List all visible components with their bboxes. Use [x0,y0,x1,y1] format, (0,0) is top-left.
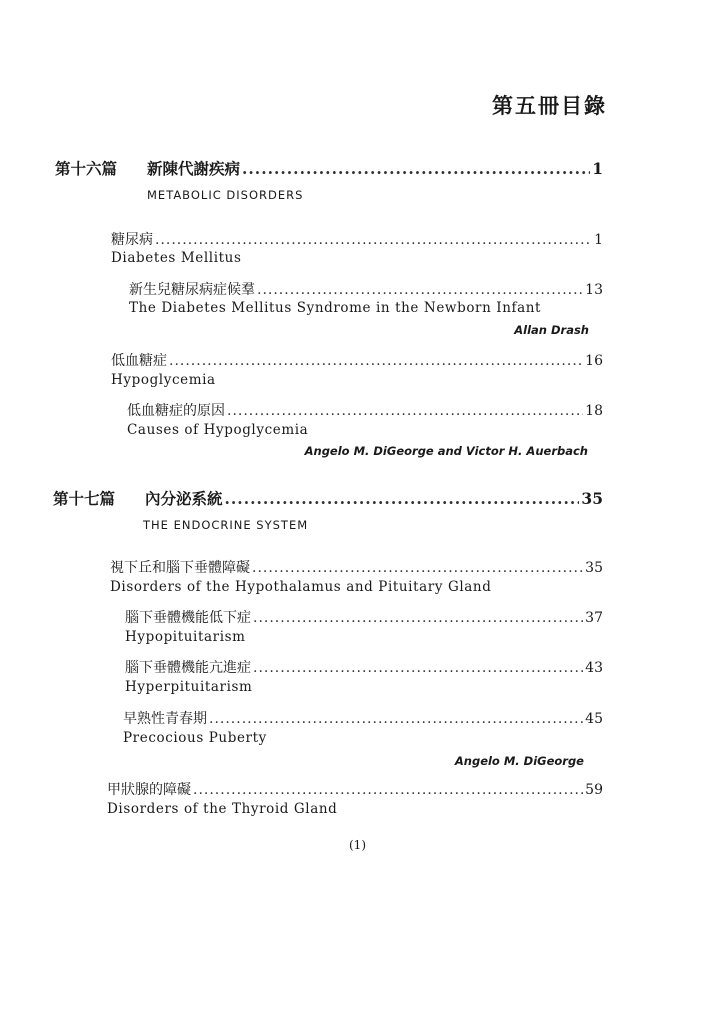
leader-dots [253,610,583,626]
hypopit-english: Hypopituitarism [125,629,246,645]
diabetes-entry [111,229,603,249]
part-17-page: 35 [581,489,603,508]
newborn-english: The Diabetes Mellitus Syndrome in the Newborn Infant [129,300,542,316]
hyperpit-title: 腦下垂體機能亢進症 [125,660,251,676]
part-16-name: 新陳代謝疾病 [147,159,241,178]
hypothalamus-page: 35 [585,560,603,576]
puberty-author: Angelo M. DiGeorge [454,754,584,768]
diabetes-page: 1 [594,232,603,248]
hypoglycemia-english: Hypoglycemia [111,372,216,388]
puberty-entry [123,708,603,728]
causes-title: 低血糖症的原因 [127,403,225,419]
hypopit-page: 37 [585,610,603,626]
part-17-number: 第十七篇 [53,489,116,508]
part-17-name: 內分泌系統 [145,489,223,508]
hyperpit-english: Hyperpituitarism [125,679,253,695]
causes-english: Causes of Hypoglycemia [127,422,309,438]
thyroid-entry [107,779,603,799]
hypopit-title: 腦下垂體機能低下症 [125,610,251,626]
hypoglycemia-title: 低血糖症 [111,353,167,369]
leader-dots [253,660,583,676]
puberty-page: 45 [585,711,603,727]
newborn-author: Allan Drash [514,323,589,337]
causes-author: Angelo M. DiGeorge and Victor H. Auerbach [304,444,588,458]
page-title: 第五冊目錄 [492,93,607,118]
part-17-english: THE ENDOCRINE SYSTEM [143,518,309,532]
hypothalamus-title: 視下丘和腦下垂體障礙 [110,560,250,576]
thyroid-page: 59 [585,782,603,798]
hypothalamus-entry [110,557,603,577]
puberty-title: 早熟性青春期 [123,711,207,727]
thyroid-english: Disorders of the Thyroid Gland [107,801,338,817]
hypoglycemia-entry [111,350,603,370]
leader-dots [193,782,583,798]
leader-dots [209,711,583,727]
hypothalamus-english: Disorders of the Hypothalamus and Pituitary Gland [110,579,492,595]
leader-dots [225,489,580,508]
leader-dots [242,159,590,178]
leader-dots [257,282,583,298]
part-16-entry [55,157,603,179]
causes-page: 18 [585,403,603,419]
diabetes-english: Diabetes Mellitus [111,250,242,266]
puberty-english: Precocious Puberty [123,730,267,746]
leader-dots [252,560,583,576]
part-16-english: METABOLIC DISORDERS [147,188,304,202]
diabetes-title: 糖尿病 [111,232,153,248]
leader-dots [155,232,592,248]
page-number: (1) [349,838,366,852]
causes-entry [127,400,603,420]
leader-dots [169,353,583,369]
hyperpit-entry [125,657,603,677]
hypoglycemia-page: 16 [585,353,603,369]
thyroid-title: 甲狀腺的障礙 [107,782,191,798]
part-17-entry [53,487,603,509]
newborn-entry [129,279,603,299]
hypopit-entry [125,607,603,627]
newborn-page: 13 [585,282,603,298]
leader-dots [227,403,583,419]
part-16-number: 第十六篇 [55,159,118,178]
hyperpit-page: 43 [585,660,603,676]
newborn-title: 新生兒糖尿病症候羣 [129,282,255,298]
part-16-page: 1 [592,159,603,178]
